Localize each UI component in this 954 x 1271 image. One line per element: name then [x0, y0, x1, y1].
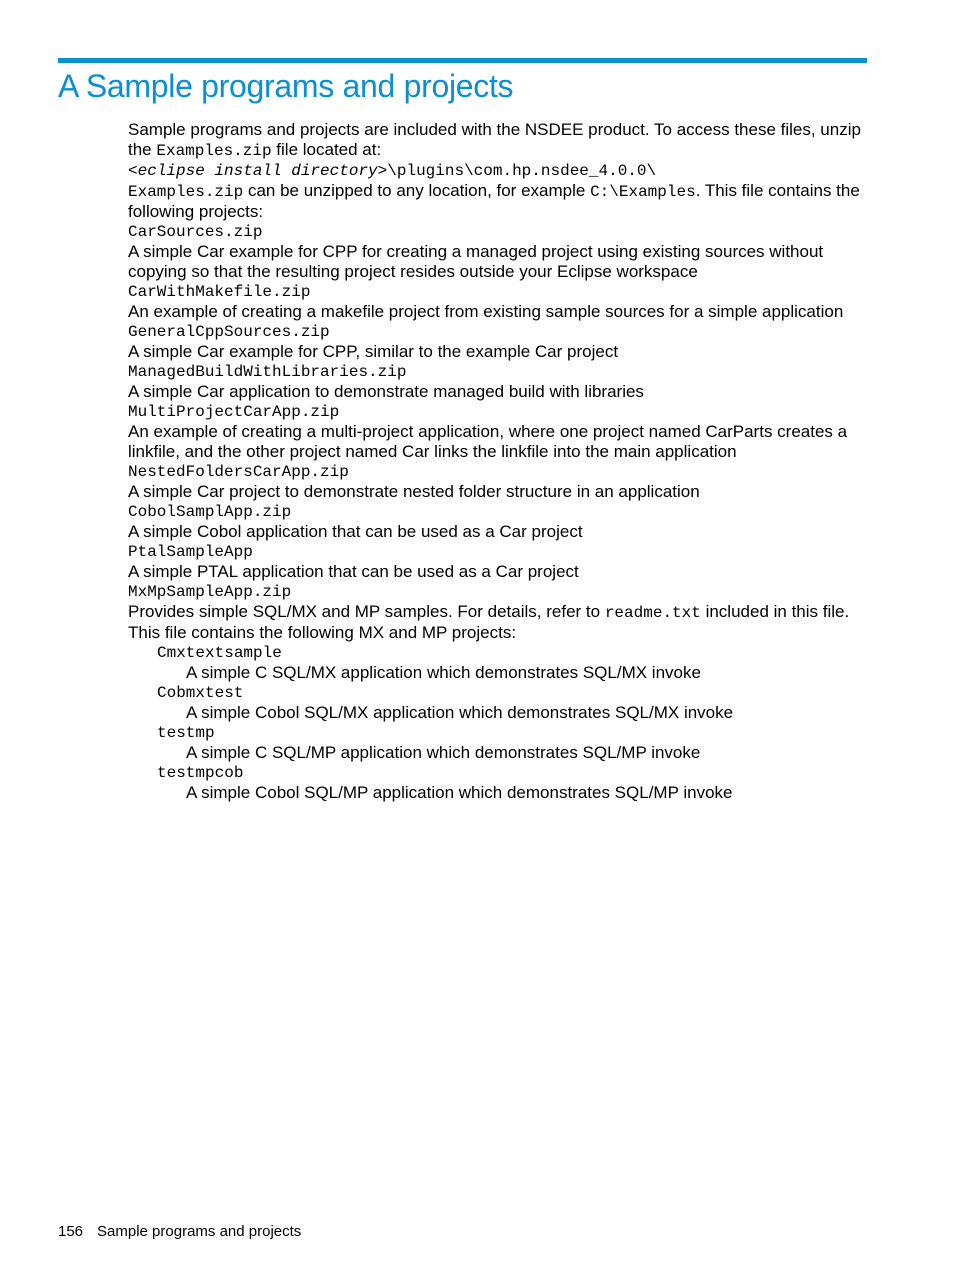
subproject-name: Cmxtextsample [157, 644, 282, 662]
project-name: GeneralCppSources.zip [128, 323, 330, 341]
page-title: A Sample programs and projects [58, 68, 514, 104]
main-content [128, 120, 870, 803]
project-name: CobolSamplApp.zip [128, 503, 292, 521]
project-description: A simple PTAL application that can be used as a Car project [128, 562, 579, 581]
subproject-list [157, 643, 870, 803]
project-name: CarSources.zip [128, 223, 263, 241]
project-description: An example of creating a multi-project application, where one project named CarParts creates a linkfile, and the other project named Car links the linkfile into the main application [128, 422, 848, 461]
project-description: An example of creating a makefile project from existing sample sources for a simple application [128, 302, 844, 321]
footer-section-title: Sample programs and projects [97, 1223, 302, 1240]
subproject-name: testmpcob [157, 764, 244, 782]
project-name: PtalSampleApp [128, 543, 253, 561]
project-name: CarWithMakefile.zip [128, 283, 311, 301]
header-rule [58, 58, 867, 63]
project-description: A simple Car project to demonstrate nested folder structure in an application [128, 482, 700, 501]
subproject-description: A simple C SQL/MX application which demonstrates SQL/MX invoke [186, 663, 701, 682]
inline-code: Examples.zip [156, 142, 272, 160]
project-name: NestedFoldersCarApp.zip [128, 463, 349, 481]
project-description: A simple Car application to demonstrate managed build with libraries [128, 382, 644, 401]
project-description: A simple Cobol application that can be used as a Car project [128, 522, 583, 541]
install-path: <eclipse install directory>\plugins\com.hp.nsdee_4.0.0\ [128, 162, 657, 180]
subproject-name: Cobmxtest [157, 684, 244, 702]
inline-code: Examples.zip [128, 183, 244, 201]
project-name: MultiProjectCarApp.zip [128, 403, 340, 421]
subproject-name: testmp [157, 724, 215, 742]
project-description: A simple Car example for CPP, similar to the example Car project [128, 342, 619, 361]
project-description: Provides simple SQL/MX and MP samples. For details, refer to readme.txt included in this file. This file contains the following MX and MP projects: [128, 602, 850, 642]
subproject-description: A simple C SQL/MP application which demonstrates SQL/MP invoke [186, 743, 701, 762]
project-name: ManagedBuildWithLibraries.zip [128, 363, 407, 381]
subproject-description: A simple Cobol SQL/MX application which demonstrates SQL/MX invoke [186, 703, 734, 722]
subproject-description: A simple Cobol SQL/MP application which demonstrates SQL/MP invoke [186, 783, 733, 802]
page-footer [58, 1222, 301, 1242]
project-list [128, 222, 870, 803]
project-name: MxMpSampleApp.zip [128, 583, 292, 601]
page-number: 156 [58, 1223, 84, 1240]
inline-code: C:\Examples [590, 183, 696, 201]
project-description: A simple Car example for CPP for creating a managed project using existing sources without copying so that the resulting project resides outside your Eclipse workspace [128, 242, 824, 281]
inline-code: readme.txt [604, 604, 701, 622]
unzip-paragraph: Examples.zip can be unzipped to any location, for example C:\Examples. This file contains the following projects: [128, 181, 860, 221]
intro-paragraph: Sample programs and projects are included with the NSDEE product. To access these files, unzip the Examples.zip file located at: [128, 120, 861, 160]
